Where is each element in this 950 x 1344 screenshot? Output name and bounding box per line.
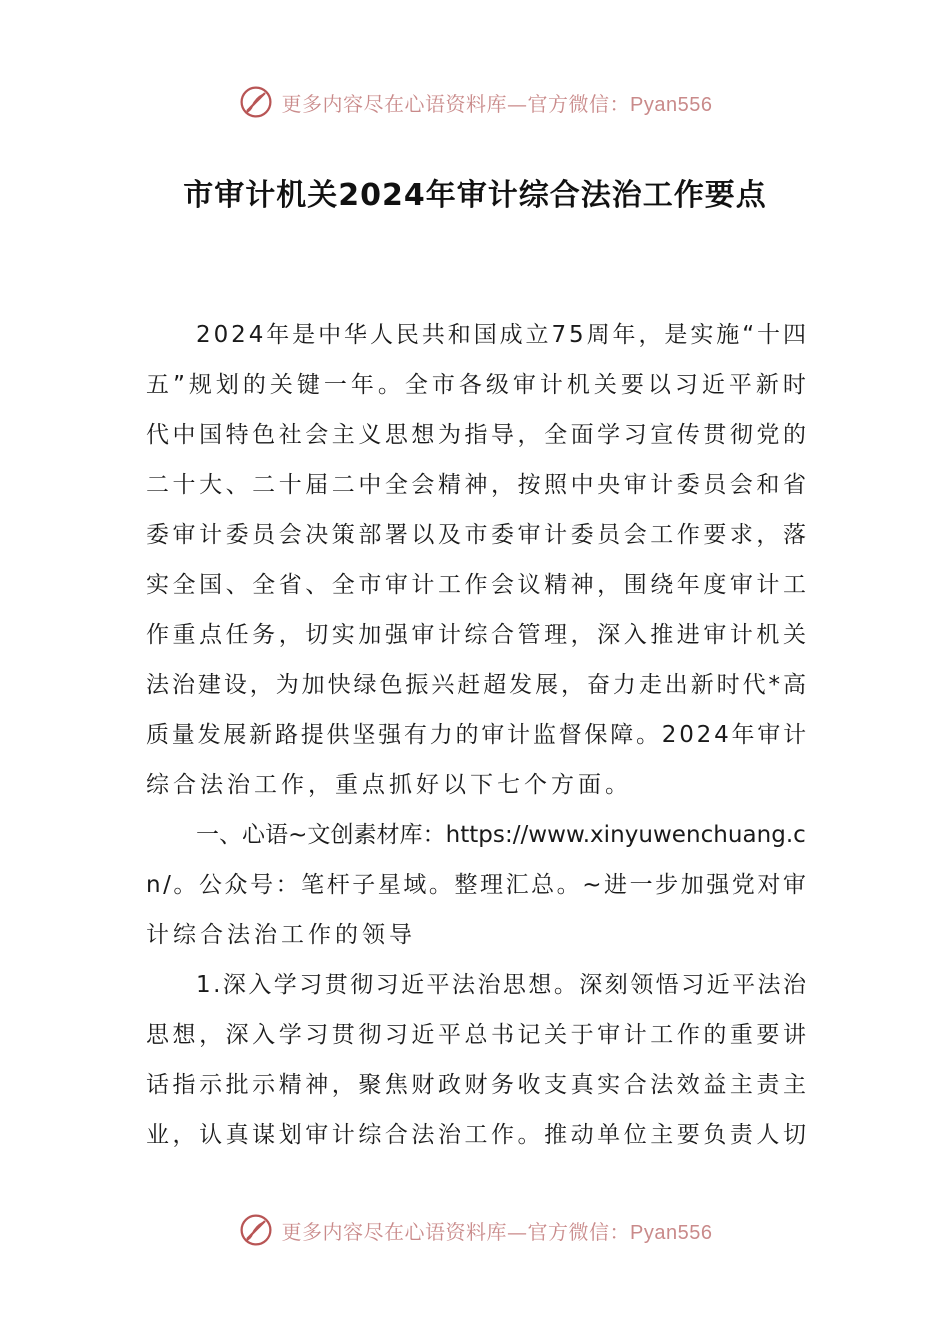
line-text: n/。公众号：笔杆子星域。整理汇总。~进一步加强党对审 — [146, 872, 809, 898]
paragraph-line — [146, 710, 809, 760]
paragraph-line — [146, 460, 810, 510]
watermark-official-label: 官方微信： — [527, 91, 631, 116]
paragraph-line — [146, 1010, 810, 1060]
watermark-text — [282, 88, 713, 117]
paragraph-line — [146, 610, 810, 660]
watermark-site-text: 更多内容尽在心语资料库 — [281, 91, 508, 116]
line-text: 作重点任务，切实加强审计综合管理，深入推进审计机关 — [146, 622, 810, 648]
watermark-handle: Pyan556 — [630, 1221, 713, 1244]
line-text: 实全国、全省、全市审计工作会议精神，围绕年度审计工 — [146, 572, 810, 598]
line-text: 五”规划的关键一年。全市各级审计机关要以习近平新时 — [146, 372, 810, 398]
line-text: 计综合法治工作的领导 — [146, 922, 416, 948]
line-text: 话指示批示精神，聚焦财政财务收支真实合法效益主责主 — [146, 1072, 810, 1098]
paragraph-line — [146, 1060, 810, 1110]
paragraph-line — [146, 360, 810, 410]
paragraph-line — [146, 510, 810, 560]
line-text: 思想，深入学习贯彻习近平总书记关于审计工作的重要讲 — [146, 1022, 810, 1048]
paragraph-line — [146, 310, 809, 360]
document-body — [146, 310, 810, 1160]
paragraph-line — [146, 560, 810, 610]
line-text: 代中国特色社会主义思想为指导，全面学习宣传贯彻党的 — [146, 422, 810, 448]
watermark-site-text: 更多内容尽在心语资料库 — [281, 1219, 508, 1244]
line-text: 法治建设，为加快绿色振兴赶超发展，奋力走出新时代*高 — [146, 672, 809, 698]
line-text: 业，认真谋划审计综合法治工作。推动单位主要负责人切 — [146, 1122, 810, 1148]
quill-logo-icon — [238, 1212, 274, 1248]
watermark-banner-top — [0, 82, 950, 122]
watermark-text — [282, 1216, 713, 1245]
document-title: 市审计机关2024年审计综合法治工作要点 — [183, 178, 767, 213]
paragraph-line — [146, 410, 810, 460]
watermark-official-label: 官方微信： — [527, 1219, 631, 1244]
paragraph-line — [146, 1110, 810, 1160]
line-text: 二十大、二十届二中全会精神，按照中央审计委员会和省 — [146, 472, 810, 498]
line-text: 1.深入学习贯彻习近平法治思想。深刻领悟习近平法治 — [196, 972, 809, 998]
paragraph-line — [146, 860, 809, 910]
line-text: 一、心语~文创素材库：https://www.xinyuwenchuang.c — [196, 822, 806, 848]
line-text: 委审计委员会决策部署以及市委审计委员会工作要求，落 — [146, 522, 810, 548]
watermark-handle: Pyan556 — [630, 93, 713, 116]
paragraph-line — [146, 960, 809, 1010]
watermark-banner-bottom — [0, 1210, 950, 1250]
paragraph-line — [146, 810, 806, 860]
line-text: 综合法治工作，重点抓好以下七个方面。 — [146, 772, 632, 798]
line-text: 质量发展新路提供坚强有力的审计监督保障。2024年审计 — [146, 722, 809, 748]
paragraph-line — [146, 910, 806, 960]
paragraph-line — [146, 760, 806, 810]
quill-logo-icon — [238, 84, 274, 120]
watermark-dash: — — [507, 91, 528, 116]
watermark-dash: — — [507, 1219, 528, 1244]
line-text: 2024年是中华人民共和国成立75周年，是实施“十四 — [196, 322, 809, 348]
paragraph-line — [146, 660, 809, 710]
